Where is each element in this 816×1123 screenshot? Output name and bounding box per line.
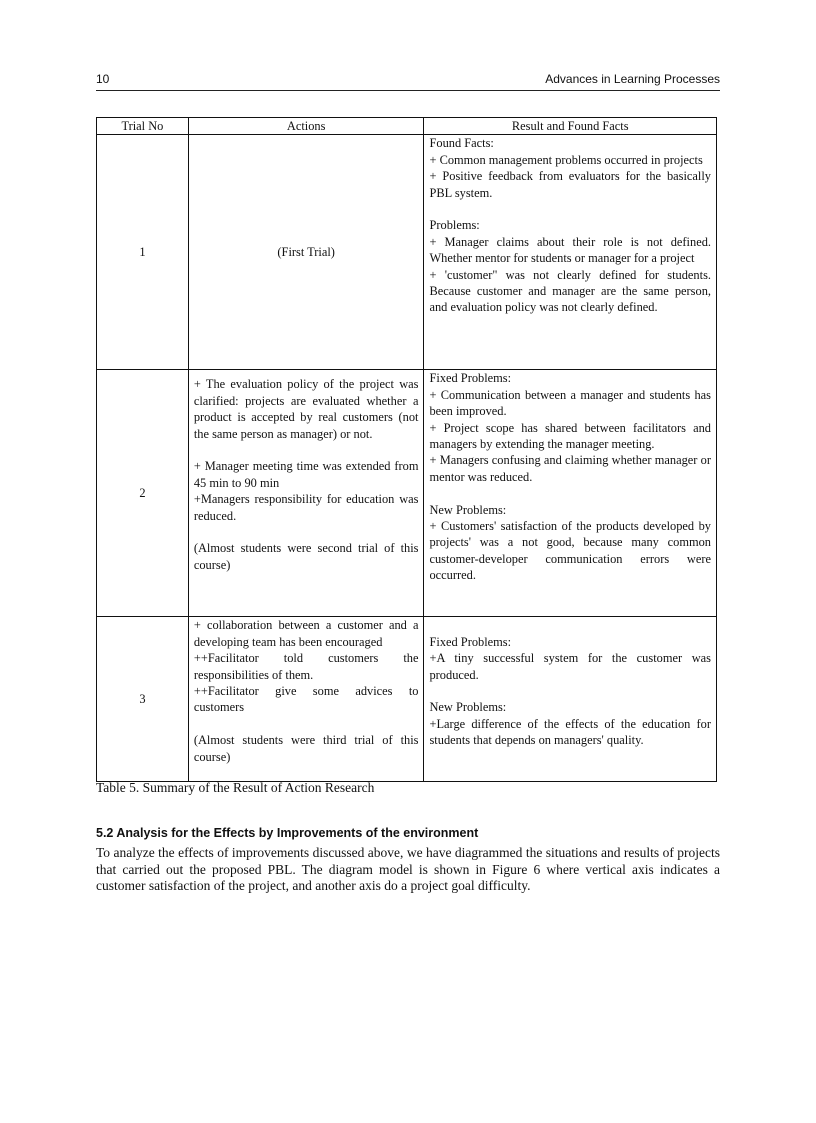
actions-text: + The evaluation policy of the project was clarified: projects are evaluated whether a product is accepted by real customers (not the same person as manager) or not. (193, 377, 419, 441)
results-heading: Fixed Problems: (429, 371, 512, 386)
results-text: + Positive feedback from evaluators for the basically PBL system. (429, 169, 711, 200)
page-header (96, 70, 720, 91)
results-text: + Common management problems occurred in projects (429, 152, 703, 167)
trial-number-cell: 2 (97, 370, 189, 617)
results-text: + Customers' satisfaction of the products developed by projects' was a not good, because many common customer-developer communication errors were occurred. (429, 519, 711, 583)
results-text: + 'customer" was not clearly defined for students. Because customer and manager are the same person, and evaluation policy was not clearly defined. (429, 267, 711, 315)
actions-text: + collaboration between a customer and a developing team has been encouraged (193, 618, 419, 649)
running-title: Advances in Learning Processes (545, 72, 720, 86)
actions-text: ++Facilitator told customers the responsibilities of them. (193, 651, 419, 682)
results-text: + Managers confusing and claiming whether manager or mentor was reduced. (429, 453, 711, 484)
actions-text: + Manager meeting time was extended from 45 min to 90 min (193, 459, 419, 490)
actions-cell (188, 617, 424, 782)
table-row (97, 370, 717, 617)
results-heading: Problems: (429, 218, 480, 233)
results-heading: New Problems: (429, 502, 507, 517)
summary-table (96, 117, 717, 782)
results-text: + Manager claims about their role is not defined. Whether mentor for students or manager for a project (429, 234, 711, 266)
actions-cell (188, 370, 424, 617)
column-header-results: Result and Found Facts (424, 118, 717, 135)
actions-text: (First Trial) (277, 245, 335, 260)
actions-cell (188, 135, 424, 370)
table-caption: Table 5. Summary of the Result of Action Research (96, 780, 375, 795)
results-heading: Found Facts: (429, 136, 494, 151)
results-text: +A tiny successful system for the customer was produced. (429, 651, 711, 682)
actions-text: (Almost students were third trial of this course) (193, 733, 419, 764)
trial-number-cell: 3 (97, 617, 189, 782)
table-row (97, 135, 717, 370)
results-cell (424, 135, 717, 370)
results-cell (424, 617, 717, 782)
column-header-trial-no: Trial No (97, 118, 189, 135)
results-text: + Project scope has shared between facilitators and managers by extending the manager meeting. (429, 420, 711, 452)
column-header-actions: Actions (188, 118, 424, 135)
trial-number-cell: 1 (97, 135, 189, 370)
results-text: +Large difference of the effects of the education for students that depends on managers' quality. (429, 716, 711, 748)
section-heading: 5.2 Analysis for the Effects by Improvements of the environment (96, 826, 479, 840)
table-header-row (97, 118, 717, 135)
results-cell (424, 370, 717, 617)
results-heading: New Problems: (429, 700, 507, 715)
actions-text: ++Facilitator give some advices to customers (193, 684, 419, 715)
actions-text: +Managers responsibility for education was reduced. (193, 492, 419, 523)
results-heading: Fixed Problems: (429, 634, 512, 649)
page-number: 10 (96, 72, 110, 86)
body-paragraph: To analyze the effects of improvements discussed above, we have diagrammed the situations and results of projects that carried out the proposed PBL. The diagram model is shown in Figure 6 where vertical axis indicates a customer satisfaction of the project, and another axis do a project goal difficulty. (96, 845, 720, 894)
results-text: + Communication between a manager and students has been improved. (429, 387, 711, 419)
actions-text: (Almost students were second trial of this course) (193, 541, 419, 572)
table-row (97, 617, 717, 782)
